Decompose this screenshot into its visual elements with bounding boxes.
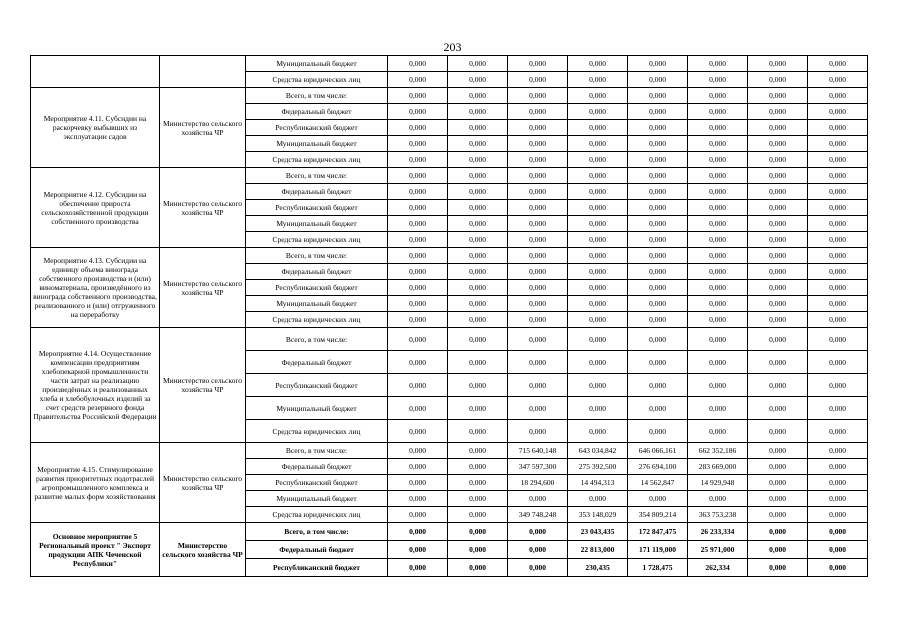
- amount-cell: 0,000: [808, 56, 868, 72]
- amount-cell: 662 352,186: [688, 443, 748, 459]
- amount-cell: 0,000: [448, 152, 508, 168]
- amount-cell: 262,334: [688, 559, 748, 577]
- table-body: [31, 56, 868, 577]
- amount-cell: 0,000: [388, 443, 448, 459]
- amount-cell: 0,000: [808, 136, 868, 152]
- funding-source-cell: Республиканский бюджет: [246, 200, 388, 216]
- amount-cell: 0,000: [448, 397, 508, 420]
- amount-cell: 0,000: [448, 56, 508, 72]
- amount-cell: 0,000: [448, 72, 508, 88]
- amount-cell: 0,000: [568, 280, 628, 296]
- amount-cell: 0,000: [808, 491, 868, 507]
- amount-cell: 0,000: [388, 232, 448, 248]
- amount-cell: 172 847,475: [628, 523, 688, 541]
- amount-cell: 25 971,000: [688, 541, 748, 559]
- amount-cell: 0,000: [388, 541, 448, 559]
- funding-source-cell: Всего, в том числе:: [246, 328, 388, 351]
- amount-cell: 0,000: [748, 264, 808, 280]
- amount-cell: 0,000: [808, 152, 868, 168]
- amount-cell: 0,000: [808, 523, 868, 541]
- amount-cell: 0,000: [568, 351, 628, 374]
- funding-source-cell: Республиканский бюджет: [246, 120, 388, 136]
- amount-cell: 0,000: [508, 168, 568, 184]
- executor-cell: Министерство сельского хозяйства ЧР: [160, 328, 246, 443]
- amount-cell: 0,000: [748, 491, 808, 507]
- amount-cell: 0,000: [748, 168, 808, 184]
- amount-cell: 0,000: [628, 104, 688, 120]
- amount-cell: 0,000: [748, 280, 808, 296]
- table-row: [31, 56, 868, 72]
- funding-source-cell: Федеральный бюджет: [246, 541, 388, 559]
- amount-cell: 0,000: [688, 374, 748, 397]
- amount-cell: 0,000: [748, 459, 808, 475]
- amount-cell: 0,000: [508, 264, 568, 280]
- amount-cell: 0,000: [748, 216, 808, 232]
- amount-cell: 0,000: [448, 184, 508, 200]
- measure-name-cell: [31, 56, 160, 88]
- amount-cell: 0,000: [448, 216, 508, 232]
- amount-cell: 0,000: [808, 88, 868, 104]
- amount-cell: 0,000: [688, 351, 748, 374]
- amount-cell: 0,000: [748, 136, 808, 152]
- amount-cell: 0,000: [628, 152, 688, 168]
- amount-cell: 0,000: [568, 56, 628, 72]
- amount-cell: 0,000: [388, 397, 448, 420]
- executor-cell: Министерство сельского хозяйства ЧР: [160, 168, 246, 248]
- amount-cell: 0,000: [748, 152, 808, 168]
- amount-cell: 0,000: [628, 420, 688, 443]
- amount-cell: 0,000: [688, 136, 748, 152]
- amount-cell: 0,000: [748, 475, 808, 491]
- amount-cell: 0,000: [688, 248, 748, 264]
- amount-cell: 0,000: [688, 184, 748, 200]
- amount-cell: 0,000: [448, 374, 508, 397]
- amount-cell: 363 753,238: [688, 507, 748, 523]
- amount-cell: 0,000: [628, 168, 688, 184]
- amount-cell: 0,000: [808, 312, 868, 328]
- amount-cell: 0,000: [568, 152, 628, 168]
- amount-cell: 0,000: [568, 296, 628, 312]
- amount-cell: 0,000: [808, 200, 868, 216]
- amount-cell: 22 813,000: [568, 541, 628, 559]
- amount-cell: 0,000: [388, 216, 448, 232]
- amount-cell: 0,000: [628, 491, 688, 507]
- amount-cell: 0,000: [628, 328, 688, 351]
- amount-cell: 0,000: [388, 200, 448, 216]
- funding-source-cell: Муниципальный бюджет: [246, 491, 388, 507]
- amount-cell: 0,000: [628, 264, 688, 280]
- funding-source-cell: Всего, в том числе:: [246, 168, 388, 184]
- amount-cell: 14 562,847: [628, 475, 688, 491]
- amount-cell: 0,000: [388, 507, 448, 523]
- amount-cell: 0,000: [808, 443, 868, 459]
- amount-cell: 0,000: [508, 232, 568, 248]
- amount-cell: 0,000: [628, 351, 688, 374]
- amount-cell: 0,000: [508, 491, 568, 507]
- amount-cell: 0,000: [568, 104, 628, 120]
- amount-cell: 0,000: [568, 420, 628, 443]
- amount-cell: 283 669,000: [688, 459, 748, 475]
- page-number: 203: [443, 40, 462, 54]
- amount-cell: 0,000: [388, 475, 448, 491]
- amount-cell: 347 597,300: [508, 459, 568, 475]
- amount-cell: 0,000: [388, 296, 448, 312]
- amount-cell: 23 043,435: [568, 523, 628, 541]
- amount-cell: 0,000: [628, 88, 688, 104]
- amount-cell: 0,000: [808, 475, 868, 491]
- amount-cell: 0,000: [628, 312, 688, 328]
- amount-cell: 0,000: [628, 136, 688, 152]
- amount-cell: 0,000: [388, 104, 448, 120]
- funding-source-cell: Муниципальный бюджет: [246, 296, 388, 312]
- amount-cell: 0,000: [808, 459, 868, 475]
- amount-cell: 0,000: [448, 328, 508, 351]
- amount-cell: 0,000: [748, 232, 808, 248]
- table-row: [31, 88, 868, 104]
- amount-cell: 0,000: [688, 216, 748, 232]
- amount-cell: 0,000: [448, 420, 508, 443]
- amount-cell: 0,000: [808, 541, 868, 559]
- amount-cell: 0,000: [448, 248, 508, 264]
- amount-cell: 0,000: [388, 72, 448, 88]
- amount-cell: 0,000: [568, 200, 628, 216]
- amount-cell: 0,000: [808, 232, 868, 248]
- amount-cell: 1 728,475: [628, 559, 688, 577]
- amount-cell: 0,000: [808, 264, 868, 280]
- amount-cell: 0,000: [448, 443, 508, 459]
- amount-cell: 0,000: [808, 351, 868, 374]
- amount-cell: 0,000: [628, 248, 688, 264]
- amount-cell: 0,000: [748, 296, 808, 312]
- amount-cell: 0,000: [508, 120, 568, 136]
- measure-name-cell: Мероприятие 4.14. Осуществление компенсации предприятиям хлебопекарной промышленности части затрат на реализацию произведённых и реализованных хлеба и хлебобулочных изделий за счет средств резервного фонда Правительства Российской Федерации: [31, 328, 160, 443]
- amount-cell: 0,000: [568, 328, 628, 351]
- measure-name-cell: Основное мероприятие 5 Региональный проект " Экспорт продукции АПК Чеченской Республики": [31, 523, 160, 577]
- amount-cell: 0,000: [688, 88, 748, 104]
- amount-cell: 0,000: [628, 56, 688, 72]
- amount-cell: 0,000: [748, 88, 808, 104]
- amount-cell: 0,000: [568, 120, 628, 136]
- amount-cell: 0,000: [808, 280, 868, 296]
- amount-cell: 0,000: [448, 136, 508, 152]
- amount-cell: 0,000: [508, 296, 568, 312]
- amount-cell: 0,000: [448, 296, 508, 312]
- amount-cell: 0,000: [808, 184, 868, 200]
- amount-cell: 0,000: [568, 374, 628, 397]
- amount-cell: 0,000: [508, 248, 568, 264]
- amount-cell: 0,000: [568, 136, 628, 152]
- amount-cell: 0,000: [448, 168, 508, 184]
- amount-cell: 0,000: [748, 374, 808, 397]
- amount-cell: 0,000: [688, 397, 748, 420]
- funding-source-cell: Всего, в том числе:: [246, 88, 388, 104]
- executor-cell: Министерство сельского хозяйства ЧР: [160, 88, 246, 168]
- budget-table: [30, 55, 868, 577]
- amount-cell: 0,000: [448, 523, 508, 541]
- amount-cell: 0,000: [508, 152, 568, 168]
- amount-cell: 0,000: [568, 312, 628, 328]
- amount-cell: 0,000: [748, 507, 808, 523]
- amount-cell: 0,000: [388, 136, 448, 152]
- amount-cell: 0,000: [808, 507, 868, 523]
- table-row: [31, 168, 868, 184]
- amount-cell: 0,000: [448, 475, 508, 491]
- amount-cell: 0,000: [628, 232, 688, 248]
- amount-cell: 0,000: [508, 216, 568, 232]
- amount-cell: 0,000: [628, 397, 688, 420]
- funding-source-cell: Республиканский бюджет: [246, 280, 388, 296]
- amount-cell: 0,000: [628, 184, 688, 200]
- funding-source-cell: Средства юридических лиц: [246, 312, 388, 328]
- amount-cell: 0,000: [688, 72, 748, 88]
- amount-cell: 0,000: [508, 136, 568, 152]
- amount-cell: 0,000: [568, 232, 628, 248]
- amount-cell: 0,000: [448, 280, 508, 296]
- amount-cell: 0,000: [508, 200, 568, 216]
- amount-cell: 0,000: [388, 88, 448, 104]
- amount-cell: 0,000: [568, 72, 628, 88]
- amount-cell: 0,000: [808, 248, 868, 264]
- amount-cell: 0,000: [448, 312, 508, 328]
- amount-cell: 0,000: [568, 264, 628, 280]
- amount-cell: 0,000: [388, 184, 448, 200]
- amount-cell: 349 748,248: [508, 507, 568, 523]
- amount-cell: 0,000: [748, 351, 808, 374]
- amount-cell: 0,000: [568, 216, 628, 232]
- amount-cell: 0,000: [688, 420, 748, 443]
- amount-cell: 0,000: [388, 56, 448, 72]
- amount-cell: 0,000: [508, 328, 568, 351]
- amount-cell: 643 034,842: [568, 443, 628, 459]
- funding-source-cell: Средства юридических лиц: [246, 232, 388, 248]
- amount-cell: 0,000: [628, 200, 688, 216]
- amount-cell: 0,000: [388, 152, 448, 168]
- amount-cell: 646 066,161: [628, 443, 688, 459]
- amount-cell: 0,000: [628, 120, 688, 136]
- amount-cell: 0,000: [388, 248, 448, 264]
- executor-cell: [160, 56, 246, 88]
- amount-cell: 0,000: [508, 374, 568, 397]
- funding-source-cell: Всего, в том числе:: [246, 248, 388, 264]
- amount-cell: 0,000: [388, 559, 448, 577]
- funding-source-cell: Федеральный бюджет: [246, 459, 388, 475]
- amount-cell: 0,000: [748, 312, 808, 328]
- amount-cell: 0,000: [688, 56, 748, 72]
- amount-cell: 0,000: [508, 72, 568, 88]
- table-row: [31, 443, 868, 459]
- funding-source-cell: Всего, в том числе:: [246, 523, 388, 541]
- executor-cell: Министерство сельского хозяйства ЧР: [160, 523, 246, 577]
- amount-cell: 0,000: [748, 523, 808, 541]
- amount-cell: 0,000: [448, 507, 508, 523]
- amount-cell: 0,000: [448, 232, 508, 248]
- amount-cell: 276 694,100: [628, 459, 688, 475]
- funding-source-cell: Федеральный бюджет: [246, 264, 388, 280]
- amount-cell: 0,000: [808, 328, 868, 351]
- amount-cell: 0,000: [388, 264, 448, 280]
- amount-cell: 0,000: [808, 296, 868, 312]
- table-row: [31, 248, 868, 264]
- amount-cell: 18 294,600: [508, 475, 568, 491]
- measure-name-cell: Мероприятие 4.11. Субсидии на раскорчевку выбывших из эксплуатации садов: [31, 88, 160, 168]
- amount-cell: 0,000: [688, 104, 748, 120]
- amount-cell: 0,000: [688, 280, 748, 296]
- amount-cell: 0,000: [688, 296, 748, 312]
- amount-cell: 0,000: [748, 72, 808, 88]
- amount-cell: 0,000: [748, 248, 808, 264]
- amount-cell: 0,000: [748, 328, 808, 351]
- amount-cell: 0,000: [448, 351, 508, 374]
- amount-cell: 275 392,500: [568, 459, 628, 475]
- amount-cell: 715 640,148: [508, 443, 568, 459]
- amount-cell: 354 809,214: [628, 507, 688, 523]
- measure-name-cell: Мероприятие 4.13. Субсидии на единицу объема винограда собственного производства и (или) виноматериала, произведённого из винограда собственного производства, реализованного и (или) отгруженного на переработку: [31, 248, 160, 328]
- amount-cell: 0,000: [808, 397, 868, 420]
- amount-cell: 0,000: [688, 168, 748, 184]
- funding-source-cell: Всего, в том числе:: [246, 443, 388, 459]
- amount-cell: 0,000: [448, 264, 508, 280]
- amount-cell: 0,000: [748, 200, 808, 216]
- amount-cell: 0,000: [568, 88, 628, 104]
- amount-cell: 0,000: [748, 541, 808, 559]
- measure-name-cell: Мероприятие 4.15. Стимулирование развития приоритетных подотраслей агропромышленного комплекса и развитие малых форм хозяйствования: [31, 443, 160, 523]
- amount-cell: 0,000: [628, 72, 688, 88]
- amount-cell: 0,000: [568, 168, 628, 184]
- amount-cell: 0,000: [508, 523, 568, 541]
- amount-cell: 14 494,313: [568, 475, 628, 491]
- funding-source-cell: Муниципальный бюджет: [246, 136, 388, 152]
- amount-cell: 0,000: [808, 104, 868, 120]
- amount-cell: 0,000: [688, 264, 748, 280]
- funding-source-cell: Федеральный бюджет: [246, 351, 388, 374]
- amount-cell: 0,000: [388, 374, 448, 397]
- funding-source-cell: Муниципальный бюджет: [246, 397, 388, 420]
- amount-cell: 0,000: [508, 541, 568, 559]
- amount-cell: 0,000: [448, 104, 508, 120]
- amount-cell: 0,000: [628, 280, 688, 296]
- amount-cell: 0,000: [808, 216, 868, 232]
- amount-cell: 0,000: [748, 184, 808, 200]
- amount-cell: 0,000: [508, 88, 568, 104]
- amount-cell: 0,000: [748, 120, 808, 136]
- amount-cell: 0,000: [688, 312, 748, 328]
- amount-cell: 0,000: [508, 280, 568, 296]
- amount-cell: 26 233,334: [688, 523, 748, 541]
- amount-cell: 0,000: [388, 351, 448, 374]
- amount-cell: 0,000: [688, 328, 748, 351]
- amount-cell: 0,000: [388, 491, 448, 507]
- funding-source-cell: Федеральный бюджет: [246, 104, 388, 120]
- funding-source-cell: Средства юридических лиц: [246, 507, 388, 523]
- amount-cell: 14 929,948: [688, 475, 748, 491]
- amount-cell: 0,000: [508, 312, 568, 328]
- amount-cell: 0,000: [388, 328, 448, 351]
- amount-cell: 171 119,000: [628, 541, 688, 559]
- funding-source-cell: Республиканский бюджет: [246, 559, 388, 577]
- amount-cell: 0,000: [508, 397, 568, 420]
- amount-cell: 0,000: [808, 559, 868, 577]
- amount-cell: 0,000: [448, 541, 508, 559]
- amount-cell: 0,000: [808, 420, 868, 443]
- funding-source-cell: Муниципальный бюджет: [246, 56, 388, 72]
- amount-cell: 0,000: [508, 351, 568, 374]
- amount-cell: 0,000: [388, 523, 448, 541]
- amount-cell: 0,000: [568, 397, 628, 420]
- amount-cell: 0,000: [388, 120, 448, 136]
- table-row: [31, 328, 868, 351]
- funding-source-cell: Средства юридических лиц: [246, 152, 388, 168]
- measure-name-cell: Мероприятие 4.12. Субсидии на обеспечение прироста сельскохозяйственной продукции собственного производства: [31, 168, 160, 248]
- amount-cell: 0,000: [688, 200, 748, 216]
- amount-cell: 0,000: [808, 374, 868, 397]
- amount-cell: 0,000: [388, 280, 448, 296]
- amount-cell: 0,000: [808, 120, 868, 136]
- amount-cell: 0,000: [508, 104, 568, 120]
- amount-cell: 0,000: [628, 296, 688, 312]
- funding-source-cell: Республиканский бюджет: [246, 374, 388, 397]
- table-row: [31, 523, 868, 541]
- amount-cell: 0,000: [748, 559, 808, 577]
- amount-cell: 0,000: [628, 216, 688, 232]
- amount-cell: 0,000: [748, 443, 808, 459]
- amount-cell: 0,000: [448, 459, 508, 475]
- amount-cell: 0,000: [448, 200, 508, 216]
- amount-cell: 0,000: [808, 168, 868, 184]
- funding-source-cell: Средства юридических лиц: [246, 72, 388, 88]
- amount-cell: 0,000: [568, 491, 628, 507]
- amount-cell: 0,000: [688, 152, 748, 168]
- funding-source-cell: Муниципальный бюджет: [246, 216, 388, 232]
- amount-cell: 0,000: [568, 248, 628, 264]
- executor-cell: Министерство сельского хозяйства ЧР: [160, 443, 246, 523]
- amount-cell: 0,000: [448, 559, 508, 577]
- amount-cell: 0,000: [748, 104, 808, 120]
- amount-cell: 0,000: [748, 397, 808, 420]
- amount-cell: 0,000: [448, 491, 508, 507]
- funding-source-cell: Средства юридических лиц: [246, 420, 388, 443]
- amount-cell: 353 148,029: [568, 507, 628, 523]
- amount-cell: 0,000: [748, 56, 808, 72]
- amount-cell: 0,000: [808, 72, 868, 88]
- executor-cell: Министерство сельского хозяйства ЧР: [160, 248, 246, 328]
- amount-cell: 0,000: [628, 374, 688, 397]
- amount-cell: 0,000: [508, 420, 568, 443]
- amount-cell: 0,000: [508, 184, 568, 200]
- funding-source-cell: Федеральный бюджет: [246, 184, 388, 200]
- amount-cell: 0,000: [508, 56, 568, 72]
- amount-cell: 0,000: [388, 459, 448, 475]
- amount-cell: 0,000: [388, 312, 448, 328]
- amount-cell: 0,000: [688, 491, 748, 507]
- funding-source-cell: Республиканский бюджет: [246, 475, 388, 491]
- amount-cell: 0,000: [568, 184, 628, 200]
- amount-cell: 0,000: [388, 168, 448, 184]
- amount-cell: 230,435: [568, 559, 628, 577]
- amount-cell: 0,000: [688, 232, 748, 248]
- amount-cell: 0,000: [448, 88, 508, 104]
- amount-cell: 0,000: [388, 420, 448, 443]
- amount-cell: 0,000: [508, 559, 568, 577]
- amount-cell: 0,000: [448, 120, 508, 136]
- amount-cell: 0,000: [688, 120, 748, 136]
- amount-cell: 0,000: [748, 420, 808, 443]
